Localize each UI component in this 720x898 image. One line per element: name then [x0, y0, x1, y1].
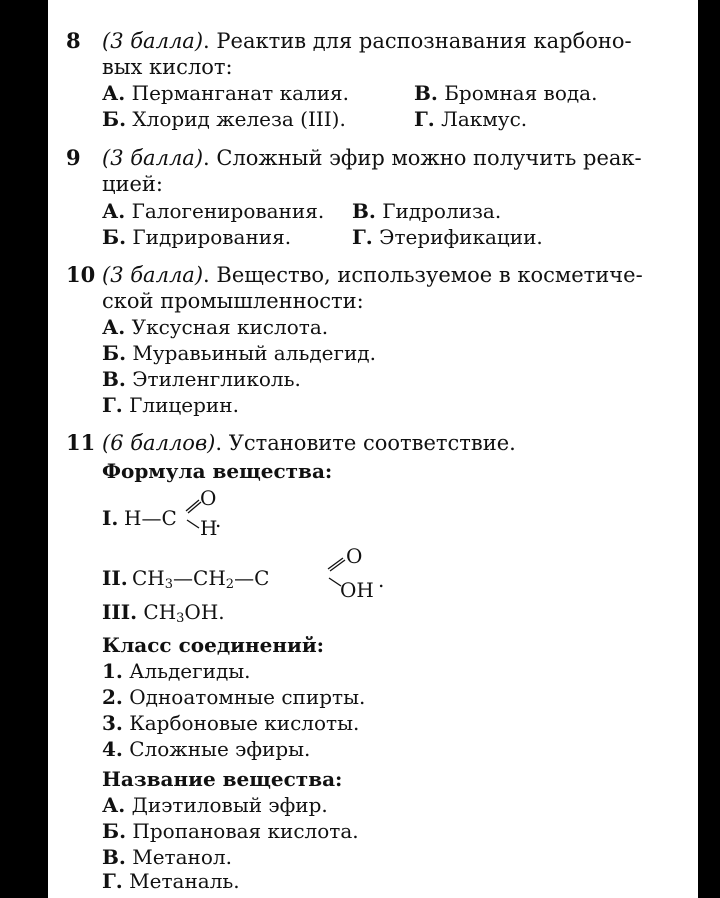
- formula-3: III. $CH_3OH$.: [102, 600, 225, 626]
- option-9-b: Б. Гидрирования.: [102, 225, 292, 249]
- name-item-b: Б. Пропановая кислота.: [102, 819, 359, 843]
- question-text-line1: . Установите соответствие.: [215, 431, 516, 455]
- question-number: 11: [66, 430, 96, 455]
- textbook-page: [48, 0, 698, 898]
- option-8-v: В. Бромная вода.: [414, 81, 598, 105]
- question-text-line1: . Вещество, используемое в косметиче-: [203, 263, 643, 287]
- class-item-2: 2. Одноатомные спирты.: [102, 685, 366, 709]
- question-number: 10: [66, 262, 96, 287]
- option-8-a: А. Перманганат калия.: [102, 81, 350, 105]
- option-9-v: В. Гидролиза.: [352, 199, 502, 223]
- name-item-g: Г. Метаналь.: [102, 869, 240, 893]
- option-9-g: Г. Этерификации.: [352, 225, 543, 249]
- question-number: 8: [66, 28, 81, 53]
- class-header: Класс соединений:: [102, 633, 325, 657]
- question-text-line2: вых кислот:: [102, 55, 233, 79]
- name-item-a: А. Диэтиловый эфир.: [102, 793, 328, 817]
- name-item-v: В. Метанол.: [102, 845, 232, 869]
- question-points: (3 балла): [102, 263, 204, 287]
- formula-2: II. $CH_3—CH_2—C$ O OH .: [102, 544, 385, 602]
- bond-lines: [182, 494, 212, 534]
- question-text: [102, 28, 682, 80]
- option-8-g: Г. Лакмус.: [414, 107, 528, 131]
- option-10-b: Б. Муравьиный альдегид.: [102, 341, 376, 365]
- option-9-a: А. Галогенирования.: [102, 199, 325, 223]
- question-points: (3 балла): [102, 29, 204, 53]
- question-text-line1: . Сложный эфир можно получить реак-: [203, 146, 642, 170]
- option-10-v: В. Этиленгликоль.: [102, 367, 301, 391]
- question-text-line2: ской промышленности:: [102, 289, 364, 313]
- option-10-a: А. Уксусная кислота.: [102, 315, 329, 339]
- formula-1: I. H—C O H .: [102, 486, 222, 540]
- class-item-1: 1. Альдегиды.: [102, 659, 251, 683]
- question-text: [102, 430, 682, 456]
- question-points: (6 баллов): [102, 431, 216, 455]
- question-number: 9: [66, 145, 81, 170]
- formula-header: Формула вещества:: [102, 459, 333, 483]
- option-8-b: Б. Хлорид железа (III).: [102, 107, 346, 131]
- question-text-line1: . Реактив для распознавания карбоно-: [203, 29, 632, 53]
- question-points: (3 балла): [102, 146, 204, 170]
- name-header: Название вещества:: [102, 767, 343, 791]
- question-text: [102, 145, 682, 197]
- question-text-line2: цией:: [102, 172, 164, 196]
- class-item-3: 3. Карбоновые кислоты.: [102, 711, 360, 735]
- option-10-g: Г. Глицерин.: [102, 393, 239, 417]
- class-item-4: 4. Сложные эфиры.: [102, 737, 311, 761]
- question-text: [102, 262, 682, 314]
- bond-lines: [324, 552, 364, 592]
